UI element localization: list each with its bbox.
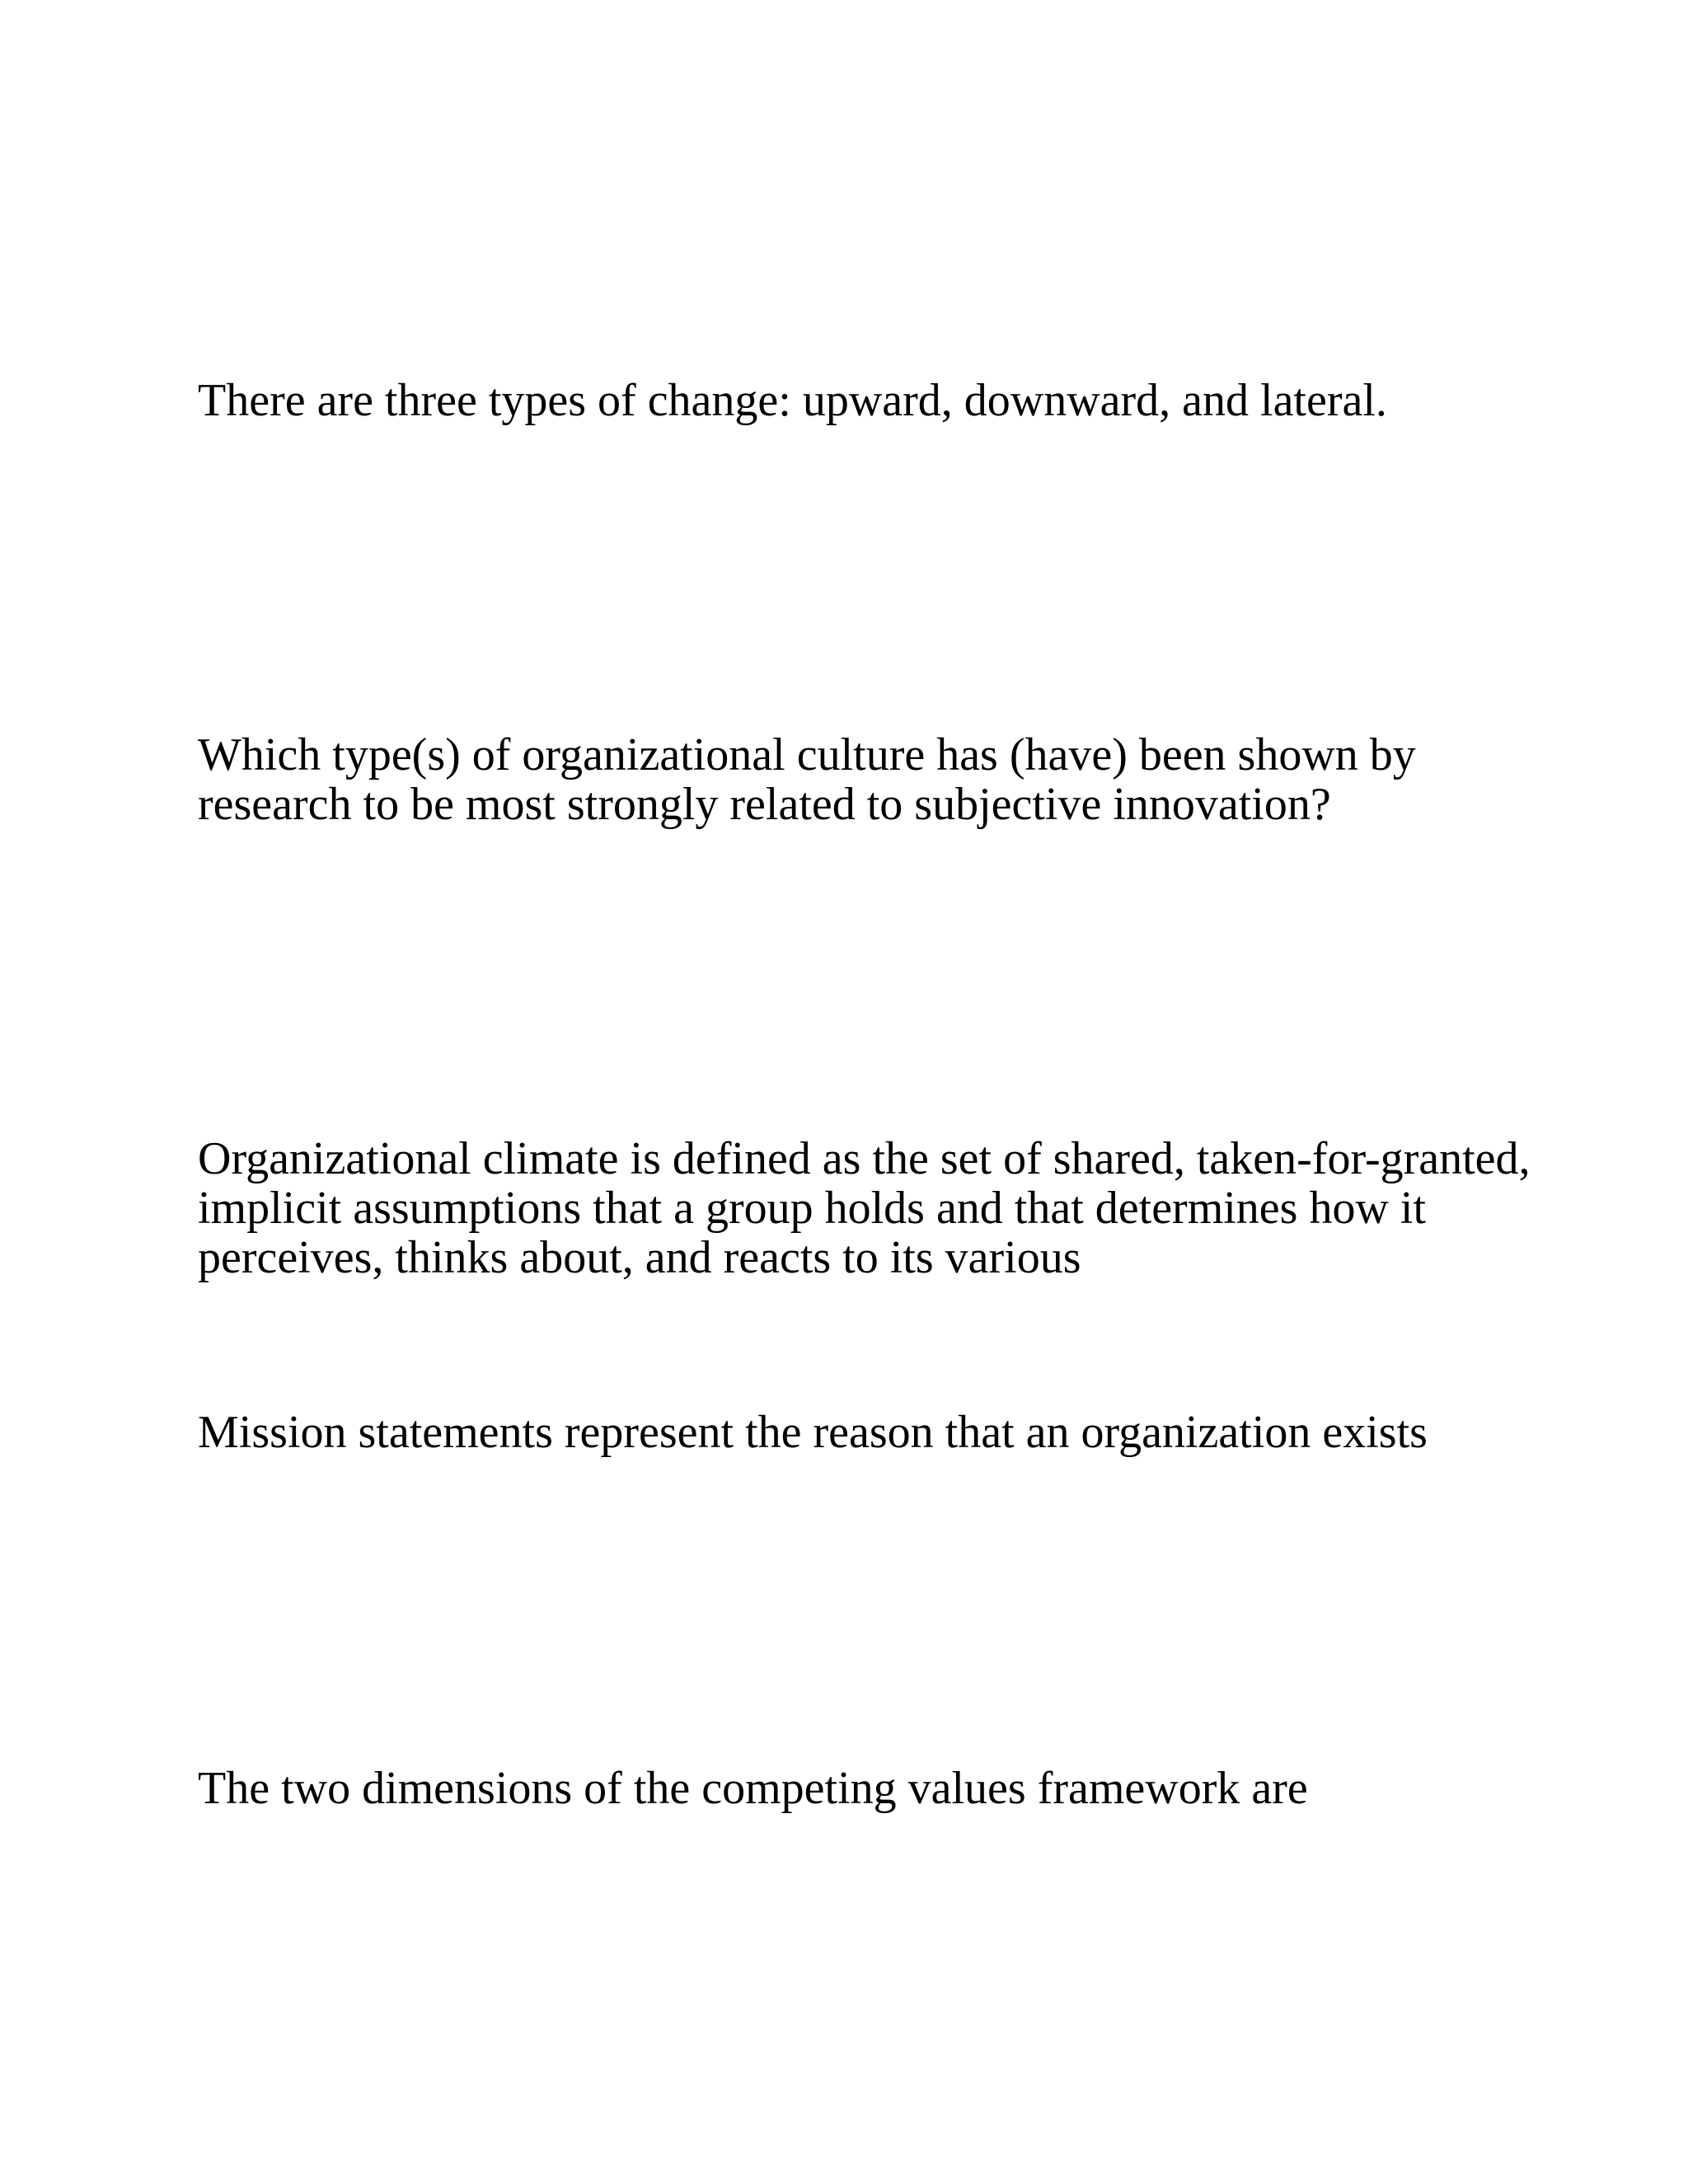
statement-line: Which type(s) of organizational culture has (have) been shown by (198, 729, 1416, 780)
statement-competing-values (198, 1764, 1550, 1813)
statement-change-types (198, 376, 1550, 425)
statement-organizational-climate (198, 1134, 1550, 1282)
statement-culture-question (198, 730, 1550, 829)
statement-line: The two dimensions of the competing values framework are (198, 1763, 1308, 1814)
statement-line: perceives, thinks about, and reacts to its various (198, 1232, 1081, 1283)
statement-mission-statements (198, 1408, 1550, 1457)
statement-line: Mission statements represent the reason that an organization exists (198, 1407, 1428, 1458)
statement-line: Organizational climate is defined as the set of shared, taken-for-granted, (198, 1133, 1531, 1184)
statement-line: There are three types of change: upward, downward, and lateral. (198, 375, 1387, 426)
statement-line: research to be most strongly related to subjective innovation? (198, 779, 1331, 830)
statement-line: implicit assumptions that a group holds and that determines how it (198, 1183, 1427, 1234)
